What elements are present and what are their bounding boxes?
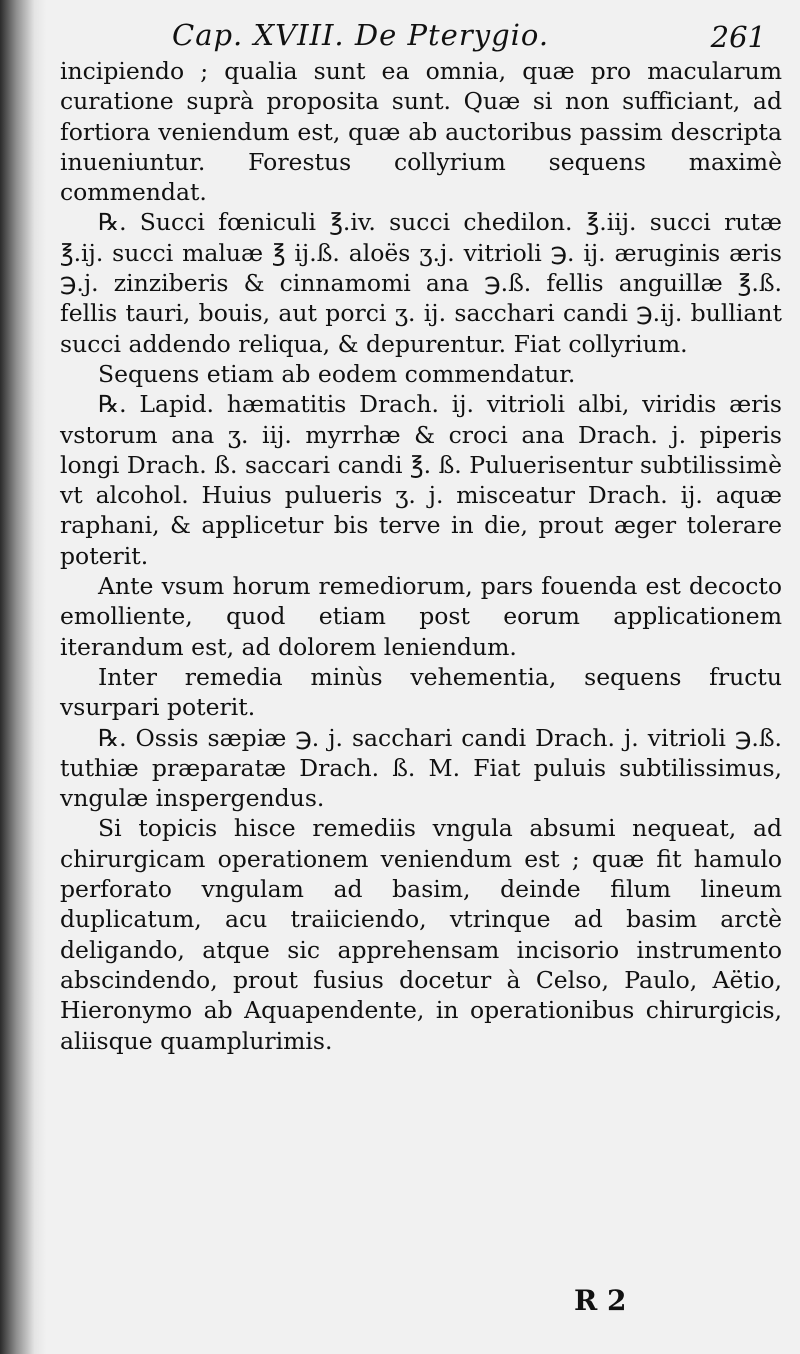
paragraph-inter-remedia: Inter remedia minùs vehementia, sequens fructu vsurpari poterit.: [60, 662, 782, 722]
recipe-forestus-collyrium: ℞. Succi fœniculi ℥.iv. succi chedilon. ℥.iij. succi rutæ ℥.ij. succi maluæ ℥ ij.ß. aloës ʒ.j. vitrioli ℈. ij. æruginis æris ℈.j. zinziberis & cinnamomi ana ℈.ß. fellis anguillæ ℥.ß. fellis tauri, bouis, aut porci ʒ. ij. sacchari candi ℈.ij. bulliant succi addendo reliqua, & depurentur. Fiat collyrium.: [60, 208, 782, 358]
body-text: [60, 56, 782, 1056]
paragraph-sequens: Sequens etiam ab eodem commendatur.: [98, 359, 576, 388]
paragraph-ante-vsum: Ante vsum horum remediorum, pars fouenda est decocto emolliente, quod etiam post eorum applicationem iterandum est, ad dolorem leniendum.: [60, 572, 782, 661]
page-number: 261: [710, 20, 766, 54]
running-head: Cap. XVIII. De Pterygio.: [172, 18, 550, 52]
paragraph-operatio-chirurgica: Si topicis hisce remediis vngula absumi nequeat, ad chirurgicam operationem veniendum est ; quæ fit hamulo perforato vngulam ad basim, deinde filum lineum duplicatum, acu traiiciendo, vtrinque ad basim arctè deligando, atque sic apprehensam incisorio instrumento abscindendo, prout fusius docetur à Celso, Paulo, Aëtio, Hieronymo ab Aquapendente, in operationibus chirurgicis, aliisque quamplurimis.: [60, 814, 782, 1055]
recipe-ossis-saepiae: ℞. Ossis sæpiæ ℈. j. sacchari candi Drach. j. vitrioli ℈.ß. tuthiæ præparatæ Drach. ß. M. Fiat puluis subtilissimus, vngulæ inspergendus.: [60, 723, 782, 813]
paragraph-continuation: incipiendo ; qualia sunt ea omnia, quæ pro macularum curatione suprà proposita sunt. Quæ si non sufficiant, ad fortiora veniendum est, quæ ab auctoribus passim descripta inueniuntur. Forestus collyrium sequens maximè commendat.: [60, 57, 782, 207]
binding-shadow: [0, 0, 46, 1354]
catchword: R 2: [574, 1284, 627, 1317]
recipe-lapis-haematitis: ℞. Lapid. hæmatitis Drach. ij. vitrioli albi, viridis æris vstorum ana ʒ. iij. myrrhæ & croci ana Drach. j. piperis longi Drach. ß. saccari candi ℥. ß. Puluerisentur subtilissimè vt alcohol. Huius pulueris ʒ. j. misceatur Drach. ij. aquæ raphani, & applicetur bis terve in die, prout æger tolerare poterit.: [60, 390, 782, 570]
